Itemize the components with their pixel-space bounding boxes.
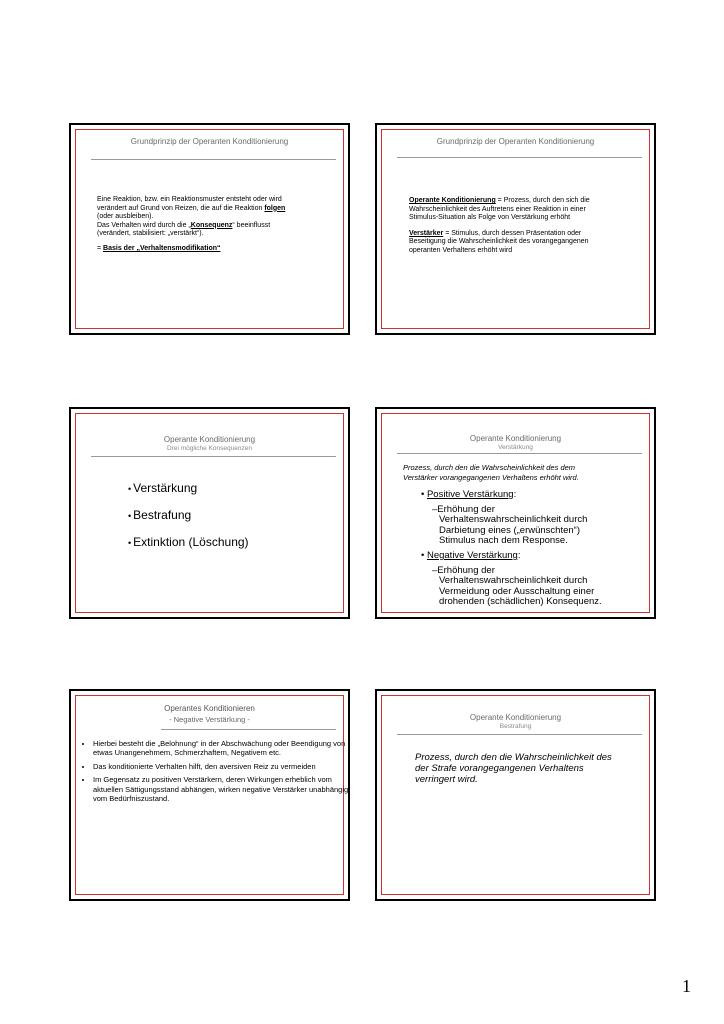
- slide-title: Grundprinzip der Operanten Konditionierung: [436, 137, 595, 146]
- text: = Prozess, durch den sich die: [495, 197, 590, 204]
- text-line: verringert wird.: [415, 774, 478, 785]
- bullet-icon: •: [128, 484, 132, 494]
- text: :: [513, 489, 517, 500]
- definition-text: [415, 752, 645, 785]
- text: =: [97, 244, 104, 252]
- dash-icon: –: [432, 504, 438, 515]
- body-line: Wahrscheinlichkeit des Auftretens einer Reaktion in einer: [409, 205, 586, 213]
- text: Erhöhung der: [437, 565, 495, 576]
- slide-title: Grundprinzip der Operanten Konditionierung: [130, 137, 289, 146]
- slide-2: [375, 123, 656, 335]
- body-line: [97, 205, 342, 214]
- title-divider: [161, 729, 336, 730]
- body-line: [97, 245, 342, 254]
- body-line: Stimulus-Situation als Folge von Verstärkung erhöht: [409, 214, 571, 222]
- text-line: Prozess, durch den die Wahrscheinlichkeit des dem: [403, 463, 576, 472]
- slide-subtitle: Drei mögliche Konsequenzen: [167, 445, 252, 452]
- term-operante-konditionierung: Operante Konditionierung: [409, 197, 496, 204]
- text: Das Verhalten wird durch die „: [97, 221, 191, 229]
- slide-title: Operante Konditionierung: [163, 435, 256, 444]
- text-line: Vermeidung oder Ausschaltung einer: [439, 585, 595, 597]
- text-line: Verhaltenswahrscheinlichkeit durch: [439, 514, 588, 526]
- text-line: Prozess, durch den die Wahrscheinlichkeit des: [415, 752, 612, 763]
- list-item-label: Verstärkung: [133, 481, 198, 495]
- list-item: [128, 508, 249, 535]
- title-divider: [397, 157, 642, 158]
- bullet-icon: •: [421, 489, 425, 500]
- body-line: operanten Verhaltens erhöht wird: [409, 246, 513, 254]
- body-line: (verändert, stabilisiert: „verstärkt“).: [97, 230, 204, 238]
- label-positive: Positive Verstärkung: [426, 489, 514, 500]
- text-line: der Strafe vorangegangenen Verhaltens: [415, 763, 584, 774]
- slide-title: Operante Konditionierung: [469, 434, 562, 443]
- term-verstaerker: Verstärker: [409, 229, 444, 237]
- emphasis-konsequenz: Konsequenz: [190, 221, 233, 229]
- text-line: Darbietung eines („erwünschten“): [439, 524, 580, 536]
- text: “ beeinflusst: [232, 221, 271, 229]
- slide-subtitle: Verstärkung: [498, 444, 533, 451]
- body-line: [409, 197, 649, 206]
- body-line: [409, 230, 649, 239]
- text: Erhöhung der: [437, 504, 495, 515]
- list-item-label: Bestrafung: [133, 508, 192, 522]
- list-item: • Das konditionierte Verhalten hilft, den aversiven Reiz zu vermeiden: [93, 762, 355, 771]
- slide-title: Operantes Konditionieren: [164, 704, 255, 713]
- emphasis-basis: Basis der „Verhaltensmodifikation“: [103, 244, 221, 252]
- list-item: [128, 481, 249, 508]
- label-negative: Negative Verstärkung: [426, 550, 518, 561]
- slide-4: [375, 407, 656, 619]
- bullet-icon: •: [128, 538, 132, 548]
- bullet-negative: [421, 550, 520, 561]
- list-item: • Hierbei besteht die „Belohnung“ in der Abschwächung oder Beendigung von etwas Unangenehmem, Schmerzhaftem, Negativem etc.: [93, 739, 355, 758]
- bullet-icon: •: [128, 511, 132, 521]
- bullet-positive: [421, 489, 516, 500]
- bullet-icon: •: [421, 550, 425, 561]
- dash-icon: –: [432, 565, 438, 576]
- emphasis-folgen: folgen: [264, 204, 286, 212]
- text: = Stimulus, durch dessen Präsentation oder: [443, 229, 582, 237]
- body-line: (oder ausbleiben).: [97, 213, 154, 221]
- slide-body: [97, 196, 342, 254]
- body-line: Eine Reaktion, bzw. ein Reaktionsmuster entsteht oder wird: [97, 196, 282, 203]
- text-line: Verhaltenswahrscheinlichkeit durch: [439, 575, 588, 587]
- bullet-list: [77, 739, 355, 807]
- text: verändert auf Grund von Reizen, die auf die Reaktion: [97, 204, 265, 212]
- text-line: Verstärker vorangegangenen Verhaltens erhöht wird.: [403, 473, 579, 482]
- title-divider: [397, 453, 642, 454]
- body-line: [97, 222, 342, 231]
- slide-5: [69, 689, 350, 901]
- sub-item-positive: [432, 505, 647, 546]
- sub-item-negative: [432, 566, 647, 607]
- list-item: [128, 535, 249, 562]
- title-divider: [91, 159, 336, 160]
- text-line: drohenden (schädlichen) Konsequenz.: [439, 595, 602, 607]
- definition-text: [403, 463, 643, 483]
- slide-6: [375, 689, 656, 901]
- slide-subtitle: Bestrafung: [499, 723, 532, 730]
- title-divider: [397, 734, 642, 735]
- list-item-label: Extinktion (Löschung): [133, 535, 249, 549]
- body-line: Beseitigung die Wahrscheinlichkeit des vorangegangenen: [409, 238, 589, 246]
- text-line: Stimulus nach dem Response.: [439, 534, 568, 546]
- text: :: [517, 550, 521, 561]
- consequence-list: [128, 481, 249, 562]
- slide-body: [409, 197, 649, 256]
- slide-subtitle: - Negative Verstärkung -: [169, 715, 250, 724]
- slide-3: [69, 407, 350, 619]
- page-number: 1: [682, 976, 691, 996]
- slide-title: Operante Konditionierung: [469, 713, 562, 722]
- title-divider: [91, 456, 336, 457]
- list-item: • Im Gegensatz zu positiven Verstärkern, deren Wirkungen erheblich vom aktuellen Sättigungsstand abhängen, wirken negative Verstärker unabhängig vom Bedürfniszustand.: [93, 775, 355, 803]
- slide-1: [69, 123, 350, 335]
